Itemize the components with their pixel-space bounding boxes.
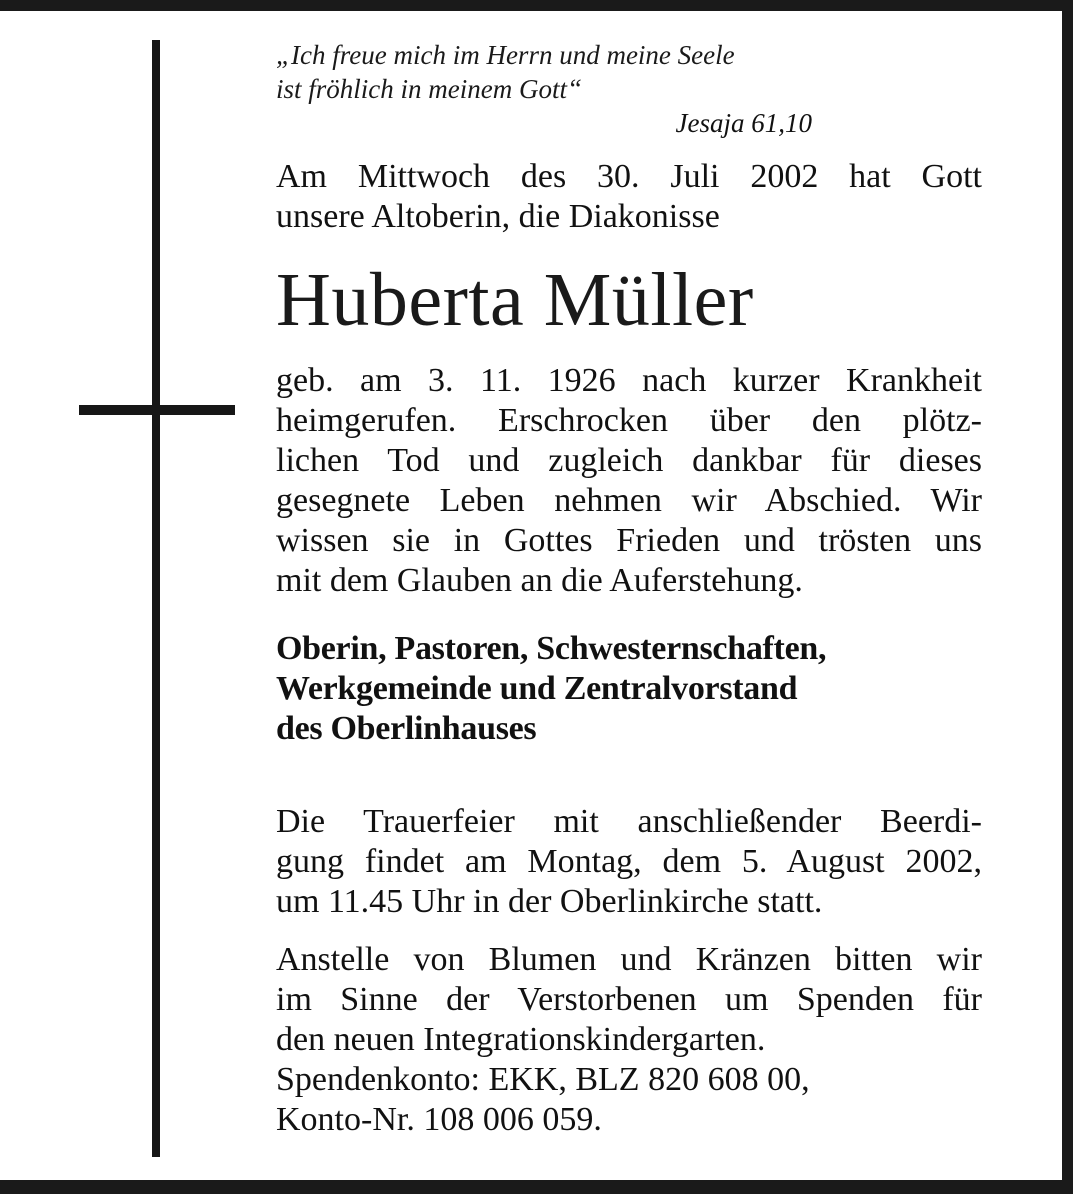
bio-line: wissen sie in Gottes Frieden und trösten uns <box>276 522 982 559</box>
signers-line: des Oberlinhauses <box>276 710 537 747</box>
signers-line: Werkgemeinde und Zentralvorstand <box>276 670 798 707</box>
donation-line: den neuen Integrationskindergarten. <box>276 1021 766 1058</box>
funeral-line: um 11.45 Uhr in der Oberlinkirche statt. <box>276 883 823 920</box>
bible-quote <box>276 38 982 106</box>
signers-block <box>276 629 982 749</box>
quote-line: ist fröhlich in meinem Gott“ <box>276 74 582 104</box>
bio-paragraph <box>276 361 982 601</box>
donation-line: Spendenkonto: EKK, BLZ 820 608 00, <box>276 1061 810 1098</box>
cross-icon-vertical-bar <box>152 40 160 1157</box>
quote-line: „Ich freue mich im Herrn und meine Seele <box>276 40 735 70</box>
funeral-paragraph <box>276 802 982 922</box>
bio-line: lichen Tod und zugleich dankbar für dieses <box>276 442 982 479</box>
donation-line: Anstelle von Blumen und Kränzen bitten wir <box>276 941 982 978</box>
intro-paragraph <box>276 157 982 237</box>
obituary-content <box>276 38 982 1140</box>
signers-line: Oberin, Pastoren, Schwesternschaften, <box>276 630 827 667</box>
bio-line: heimgerufen. Erschrocken über den plötz- <box>276 402 982 439</box>
bio-line: gesegnete Leben nehmen wir Abschied. Wir <box>276 482 982 519</box>
donation-paragraph <box>276 940 982 1140</box>
frame-bottom-border <box>0 1180 1073 1194</box>
frame-right-border <box>1062 0 1073 1194</box>
donation-line: Konto-Nr. 108 006 059. <box>276 1101 602 1138</box>
frame-top-border <box>0 0 1073 11</box>
cross-icon-horizontal-bar <box>79 405 235 415</box>
intro-line: unsere Altoberin, die Diakonisse <box>276 198 720 235</box>
intro-line: Am Mittwoch des 30. Juli 2002 hat Gott <box>276 158 982 195</box>
quote-reference: Jesaja 61,10 <box>675 108 812 138</box>
bio-line: geb. am 3. 11. 1926 nach kurzer Krankheit <box>276 362 982 399</box>
funeral-line: Die Trauerfeier mit anschließender Beerdi- <box>276 803 982 840</box>
deceased-name: Huberta Müller <box>276 258 754 342</box>
donation-line: im Sinne der Verstorbenen um Spenden für <box>276 981 982 1018</box>
bio-line: mit dem Glauben an die Auferstehung. <box>276 562 803 599</box>
funeral-line: gung findet am Montag, dem 5. August 2002, <box>276 843 982 880</box>
